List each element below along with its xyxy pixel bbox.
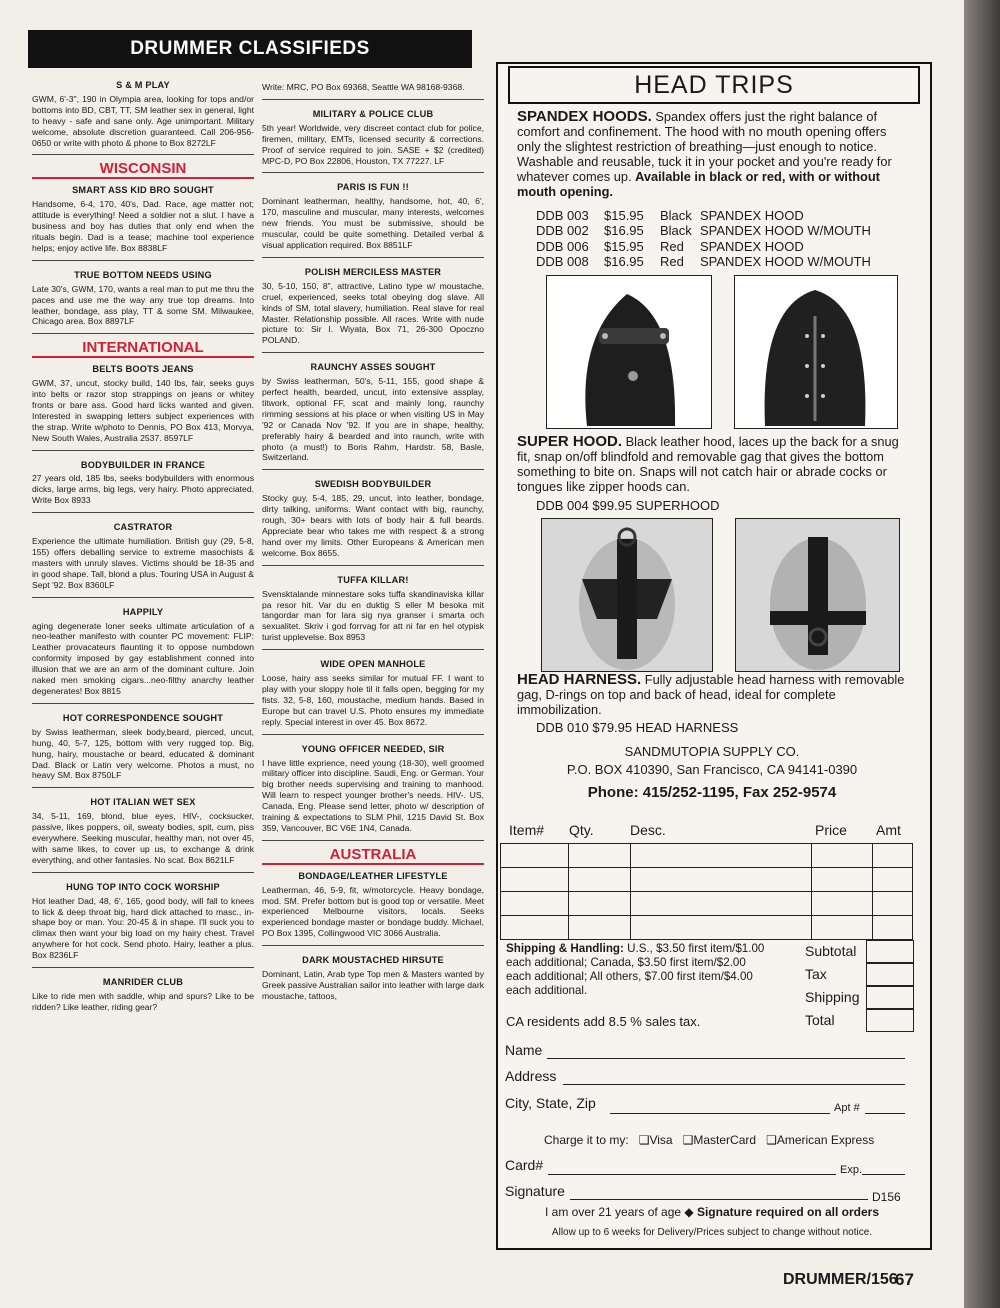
name-field[interactable]	[547, 1058, 905, 1059]
order-item-cell[interactable]	[501, 868, 569, 892]
ad-heading: BELTS BOOTS JEANS	[92, 364, 194, 375]
ad-body: Loose, hairy ass seeks similar for mutual FF. I want to play with your sloppy hole til it falls open, begging for my fists. 32, 5-8, 160, moustache, medium hands. Based in Europe but can travel U.S. Photo ensures my immediate reply. Special interest in over 45. Box 8672.	[262, 673, 484, 727]
shipping-label: Shipping	[805, 989, 860, 1005]
shipping-text: U.S., $3.50 first item/$1.00 each additional; Canada, $3.50 first item/$2.00 each additional; All others, $7.00 first item/$4.00 each additional.	[506, 942, 765, 997]
col-amt-header: Amt	[876, 822, 901, 838]
col-item-header: Item#	[509, 822, 545, 838]
order-item-cell[interactable]	[873, 892, 913, 916]
subtotal-field[interactable]	[866, 940, 914, 963]
apt-field[interactable]	[865, 1113, 905, 1114]
ad-body: 27 years old, 185 lbs, seeks bodybuilders with enormous dicks, large arms, big legs, very hairy. Photo appreciated. Write Box 8933	[32, 473, 254, 506]
signature-field[interactable]	[570, 1199, 868, 1200]
ad-body: Like to ride men with saddle, whip and spurs? Like to be ridden? Like leather, riding gear?	[32, 991, 254, 1012]
head-harness-description	[517, 672, 913, 717]
ad-heading: SWEDISH BODYBUILDER	[314, 479, 432, 490]
head-trips-title: HEAD TRIPS	[508, 66, 920, 104]
charge-options	[544, 1133, 874, 1147]
classified-ad	[262, 871, 484, 946]
city-label: City, State, Zip	[505, 1095, 596, 1111]
classified-ad	[32, 977, 254, 1019]
order-item-cell[interactable]	[811, 868, 873, 892]
superhood-item: DDB 004 $99.95 SUPERHOOD	[536, 498, 720, 513]
order-item-row[interactable]	[501, 916, 913, 940]
ad-body: Late 30's, GWM, 170, wants a real man to put me thru the paces and use me the way any true top dreams. Into leather, bondage, ass play, TT & some SM. Milwaukee, Chicago area. Box 8897LF	[32, 283, 254, 327]
ad-heading: MILITARY & POLICE CLUB	[312, 108, 434, 119]
order-item-cell[interactable]	[873, 868, 913, 892]
price-row-color: Red	[660, 238, 684, 254]
spandex-price-row	[536, 208, 871, 223]
ad-heading: HOT CORRESPONDENCE SOUGHT	[62, 712, 224, 723]
ad-heading: YOUNG OFFICER NEEDED, SIR	[301, 743, 445, 754]
ad-body: 30, 5-10, 150, 8", attractive, Latino type w/ moustache, cruel, experienced, seeks total obeying dog slave. All kinds of SM, total slavery, humiliation. Real slave for real Master. Relationship possible. All races. Write with nude picture to: Sir I. Wiyata, Box 71, 26-300 Opoczno POLAND.	[262, 280, 484, 346]
spandex-availability: Available in black or red, with or without mouth opening.	[517, 169, 880, 199]
price-row-code: DDB 003	[536, 208, 589, 223]
ad-body: GWM, 37, uncut, stocky build, 140 lbs, fair, seeks guys into belts or razor stop strappings on jeans or whitey fronts or bare ass. Good hard licks wanted and given. Interested in swapping letters subject experiences with the strap. Write w/photo to Dennis, PO Box 413, Morvya, New South Wales, Australia 2537. 8597LF	[32, 378, 254, 443]
ad-heading: RAUNCHY ASSES SOUGHT	[310, 362, 436, 373]
ad-heading: POLISH MERCILESS MASTER	[304, 266, 442, 277]
order-item-cell[interactable]	[811, 916, 873, 940]
classifieds-banner: DRUMMER CLASSIFIEDS	[28, 30, 472, 68]
region-heading: AUSTRALIA	[262, 850, 484, 865]
charge-label: Charge it to my:	[544, 1133, 629, 1147]
ad-heading: BONDAGE/LEATHER LIFESTYLE	[298, 870, 448, 881]
order-item-cell[interactable]	[873, 844, 913, 868]
head-harness-front-photo	[541, 518, 713, 672]
order-item-cell[interactable]	[569, 844, 631, 868]
order-item-cell[interactable]	[569, 892, 631, 916]
order-item-cell[interactable]	[630, 892, 811, 916]
region-heading: WISCONSIN	[32, 164, 254, 179]
tax-field[interactable]	[866, 963, 914, 986]
address-label: Address	[505, 1068, 557, 1084]
apt-label: Apt #	[834, 1102, 860, 1114]
order-item-cell[interactable]	[811, 844, 873, 868]
total-field[interactable]	[866, 1009, 914, 1032]
harness-item: DDB 010 $79.95 HEAD HARNESS	[536, 720, 739, 735]
ad-heading: CASTRATOR	[113, 522, 173, 533]
ad-body: Leatherman, 46, 5-9, fit, w/motorcycle. Heavy bondage, mod. SM. Prefer bottom but is good top or versatile. Meet experienced Melbourne visitors, locals. Seeks experienced bondage master or bondage buddy. Michael, PO Box 1395, Collingwood VIC 3066 Australia.	[262, 884, 484, 939]
price-row-name: SPANDEX HOOD	[700, 238, 804, 254]
price-row-price: $15.95	[604, 208, 644, 223]
age-signature-note: I am over 21 years of age ◆ Signature required on all orders	[544, 1205, 880, 1219]
ad-heading: HUNG TOP INTO COCK WORSHIP	[66, 881, 220, 892]
order-item-cell[interactable]	[811, 892, 873, 916]
delivery-note: Allow up to 6 weeks for Delivery/Prices subject to change without notice.	[551, 1227, 873, 1238]
col-desc-header: Desc.	[630, 822, 666, 838]
price-row-code: DDB 008	[536, 254, 589, 270]
spandex-hood-back-photo	[734, 275, 898, 429]
spandex-lead: SPANDEX HOODS.	[517, 108, 652, 125]
spandex-text: Spandex offers just the right balance of comfort and confinement. The hood with no mouth opening offers only the slightest restriction of breathing—just enough to notice. Washable and reusable, tuck it in your pocket and you're ready for whatever comes up.	[517, 109, 892, 184]
ad-body: Dominant leatherman, healthy, handsome, hot, 40, 6', 170, masculine and muscular, many interests, welcomes new friends. You must be submissive, should be muscular, could be quite something. Detailed verbal & visual application required. Box 8851LF	[262, 196, 484, 250]
ad-body: Dominant, Latin, Arab type Top men & Masters wanted by Greek passive Australian sailor into leather with large dark moustache, tattoos,	[262, 969, 484, 1001]
address-field[interactable]	[563, 1084, 905, 1085]
order-item-cell[interactable]	[569, 868, 631, 892]
price-row-code: DDB 002	[536, 223, 589, 239]
form-code: D156	[872, 1190, 901, 1204]
mastercard-option[interactable]: ❑MasterCard	[682, 1133, 757, 1147]
ad-heading: BODYBUILDER IN FRANCE	[80, 459, 206, 470]
price-row-name: SPANDEX HOOD W/MOUTH	[700, 254, 871, 270]
price-row-price: $16.95	[604, 223, 644, 239]
ad-body: Handsome, 6-4, 170, 40's, Dad. Race, age matter not; attitude is everything! Need a soldier not a slut. I have a business and boy has duties that only end when the rituals begin. Dad is a tease; machine tool experience helps; enjoy active life. Box 8838LF	[32, 199, 254, 253]
ad-body: Svensktalande minnestare soks tuffa skandinaviska killar pa resor hit. Var du en duktig S eller M besoka mit tangordar man for lara sig nya granser i smarta och sexualitet. Skriv i god forrvag for att ni far en hel otypisk turist upplevelse. Box 8953	[262, 588, 484, 643]
classified-ad	[32, 364, 254, 450]
name-label: Name	[505, 1042, 543, 1058]
classified-ad	[262, 362, 484, 470]
price-row-color: Black	[660, 208, 692, 223]
harness-text: Fully adjustable head harness with removable gag, D-rings on top and back of head, ideal for complete immobilization.	[517, 672, 905, 717]
signature-label: Signature	[505, 1183, 565, 1199]
classified-ad	[32, 270, 254, 335]
order-item-cell[interactable]	[630, 844, 811, 868]
ad-heading: SMART ASS KID BRO SOUGHT	[72, 185, 214, 196]
classified-ad	[262, 267, 484, 353]
spandex-price-row	[536, 239, 871, 254]
shipping-info	[506, 942, 774, 998]
ad-heading: DARK MOUSTACHED HIRSUTE	[302, 955, 444, 966]
classified-ad	[32, 460, 254, 514]
ca-tax-note: CA residents add 8.5 % sales tax.	[506, 1014, 701, 1029]
ad-heading: TRUE BOTTOM NEEDS USING	[74, 269, 212, 280]
age-note: I am over 21 years of age	[544, 1205, 682, 1219]
total-label: Total	[805, 1012, 835, 1028]
card-number-field[interactable]	[548, 1174, 836, 1175]
order-item-row[interactable]	[501, 844, 913, 868]
price-row-price: $15.95	[604, 238, 644, 254]
ad-heading: S & M PLAY	[116, 80, 170, 90]
ad-body: Write: MRC, PO Box 69368, Seattle WA 98168-9368.	[262, 82, 465, 92]
order-item-cell[interactable]	[569, 916, 631, 940]
order-items-table[interactable]	[500, 843, 913, 940]
city-field[interactable]	[610, 1113, 830, 1114]
exp-field[interactable]	[862, 1174, 905, 1175]
tax-label: Tax	[805, 966, 827, 982]
spandex-hood-front-photo	[546, 275, 712, 429]
classified-ad	[32, 882, 254, 968]
ad-body: by Swiss leatherman, 50's, 5-11, 155, good shape & perfect health, bearded, uncut, into extensive assplay, titwork, optional FF, scat and mainly long, raunchy rimming sessions at his place or when visiting US in May '92 or Canada Nov '92. If you are in shape, healthy, preferably hairy & bearded and into raunch, write with photo (a must!) to Boris Rahm, Hardstr. 58, Basle, Switzerland.	[262, 376, 484, 463]
order-item-cell[interactable]	[501, 916, 569, 940]
price-row-name: SPANDEX HOOD	[700, 208, 804, 223]
classified-ad	[262, 955, 484, 1008]
classified-ad	[262, 182, 484, 257]
classified-ad	[32, 713, 254, 788]
magazine-spine	[964, 0, 1000, 1308]
classified-ad	[262, 744, 484, 841]
ad-heading: HAPPILY	[122, 606, 164, 617]
classified-ad	[32, 80, 254, 155]
spandex-price-row	[536, 223, 871, 238]
classified-ad	[262, 82, 484, 100]
superhood-text: Black leather hood, laces up the back for a snug fit, snap on/off blindfold and removable gag that gives the bottom something to bite on. Snaps will not catch hair or abrade cocks or tongues like zipper hoods can.	[517, 434, 899, 494]
ad-body: by Swiss leatherman, sleek body,beard, pierced, uncut, hung, 40, 5-7, 125, bottom with very rugged top. Big, hung, hairy, moustache or beard, educated & dominant Dad. Black or Latin very welcome. Photos a must, no heavy SM. Box 8750LF	[32, 726, 254, 781]
company-name: SANDMUTOPIA SUPPLY CO.	[624, 744, 800, 759]
ad-heading: TUFFA KILLAR!	[337, 574, 409, 585]
ad-body: 34, 5-11, 169, blond, blue eyes, HIV-, cocksucker, passive, likes poppers, oil, sweaty bodies, spit, cum, piss everywhere. Seeking muscular, healthy man, not over 45, with same likes, to cover up us, to exchange & drink everything, and other fantasies. No scat. Box 8621LF	[32, 811, 254, 865]
classified-ad	[262, 109, 484, 174]
ad-body: aging degenerate loner seeks ultimate articulation of a neo-leather manifesto with counter PC movement: FLIP: Leather provacateurs flaunting it to oppose numbdown conformity imposed by gay establishment conned into illusion that we are an arm of the dominant culture. Join naked men smoking cigars...neo-filthy anarchy leather degenerates! Box 8815	[32, 620, 254, 696]
price-row-color: Red	[660, 254, 684, 270]
spandex-description	[517, 109, 913, 199]
classified-ad	[32, 522, 254, 597]
order-item-cell[interactable]	[873, 916, 913, 940]
classifieds-column-left	[32, 80, 254, 1028]
visa-option[interactable]: ❑Visa	[638, 1133, 673, 1147]
exp-label: Exp.	[840, 1164, 863, 1176]
harness-lead: HEAD HARNESS.	[517, 671, 642, 688]
signature-note: Signature required on all orders	[696, 1205, 880, 1219]
order-item-cell[interactable]	[630, 868, 811, 892]
ad-body: I have little exprience, need young (18-30), well groomed military officer into discipline. Saudi, Eng. or German. Your big brother needs supervising and training to manhood. Will learn to respect younger brother's needs. HIV-. US, Canada, Eng. Please send letter, photo w/ description of training & expectations to SLM Phil, 1215 David St. Box 359, Vancouver, BC V6E 1N4, Canada.	[262, 757, 484, 833]
ad-heading: MANRIDER CLUB	[102, 977, 184, 988]
company-address: P.O. BOX 410390, San Francisco, CA 94141-0390	[566, 762, 858, 777]
subtotal-label: Subtotal	[805, 943, 857, 959]
classified-ad	[32, 607, 254, 704]
classified-ad	[32, 185, 254, 260]
ad-heading: WIDE OPEN MANHOLE	[320, 659, 426, 670]
ad-body: Experience the ultimate humiliation. British guy (29, 5-8, 155) offers deballing service to extreme masochists & masters with unruly slaves. Victims should be 18-35 and in good shape. Tall, blond a plus. Touring USA in August & Sept '92. Box 8360LF	[32, 536, 254, 590]
ad-heading: HOT ITALIAN WET SEX	[90, 797, 196, 808]
card-label: Card#	[505, 1157, 544, 1173]
order-item-cell[interactable]	[501, 892, 569, 916]
superhood-lead: SUPER HOOD.	[517, 433, 623, 450]
shipping-lead: Shipping & Handling:	[506, 942, 624, 955]
order-item-cell[interactable]	[630, 916, 811, 940]
region-heading: INTERNATIONAL	[32, 343, 254, 358]
classifieds-column-middle	[262, 82, 484, 1017]
price-row-color: Black	[660, 223, 692, 239]
order-item-row[interactable]	[501, 868, 913, 892]
ad-body: GWM, 6'-3", 190 in Olympia area, looking for tops and/or bottoms into BD, CBT, TT, SM leather sex in general, light to heavy - safe and sane only. Age unimportant. Military welcome, absolute discretion guaranteed. Call 206-956-0650 or write with photo & phone to Box 8272LF	[32, 93, 254, 148]
ad-body: Stocky guy, 5-4, 185, 29, uncut, into leather, bondage, dirty talking, uniforms. Want contact with big, raunchy, rough, 30+ bears with lots of body hair & full beards. Appreciate bear who takes me with respect & a strong hand over my limits. Other Europeans & American men welcome. Box 8655.	[262, 493, 484, 558]
ad-body: 5th year! Worldwide, very discreet contact club for police, firemen, military, EMTs, licensed security & corrections. Proof of service required to join. SASE + $2 (credited) MPC-D, PO Box 22806, Houston, TX 77227. LF	[262, 122, 484, 166]
price-row-price: $16.95	[604, 254, 644, 270]
page-number: 67	[895, 1270, 914, 1289]
classified-ad	[262, 575, 484, 650]
spandex-price-row	[536, 254, 871, 269]
ad-body: Hot leather Dad, 48, 6', 165, good body, will fall to knees to lick & deep throat big, hard dick attached to masc., in-shape boy or man. You: 20-45 & in shape. I'll suck you to climax then want your big load on my hairy chest. Travel anywhere for hot cock. Send photo. Hairy, leather a plus. Box 8236LF	[32, 895, 254, 961]
col-price-header: Price	[815, 822, 847, 838]
classified-ad	[262, 479, 484, 565]
price-row-name: SPANDEX HOOD W/MOUTH	[700, 223, 871, 239]
amex-option[interactable]: ❑American Express	[766, 1133, 875, 1147]
ad-heading: PARIS IS FUN !!	[337, 182, 409, 193]
col-qty-header: Qty.	[569, 822, 594, 838]
order-item-row[interactable]	[501, 892, 913, 916]
classified-ad	[32, 797, 254, 872]
spandex-price-list	[536, 208, 871, 270]
company-phone: Phone: 415/252-1195, Fax 252-9574	[587, 784, 837, 801]
price-row-code: DDB 006	[536, 238, 589, 254]
issue-footer: DRUMMER/156	[783, 1271, 898, 1288]
superhood-description	[517, 434, 913, 494]
head-harness-back-photo	[735, 518, 900, 672]
classified-ad	[262, 659, 484, 734]
order-item-cell[interactable]	[501, 844, 569, 868]
shipping-field[interactable]	[866, 986, 914, 1009]
